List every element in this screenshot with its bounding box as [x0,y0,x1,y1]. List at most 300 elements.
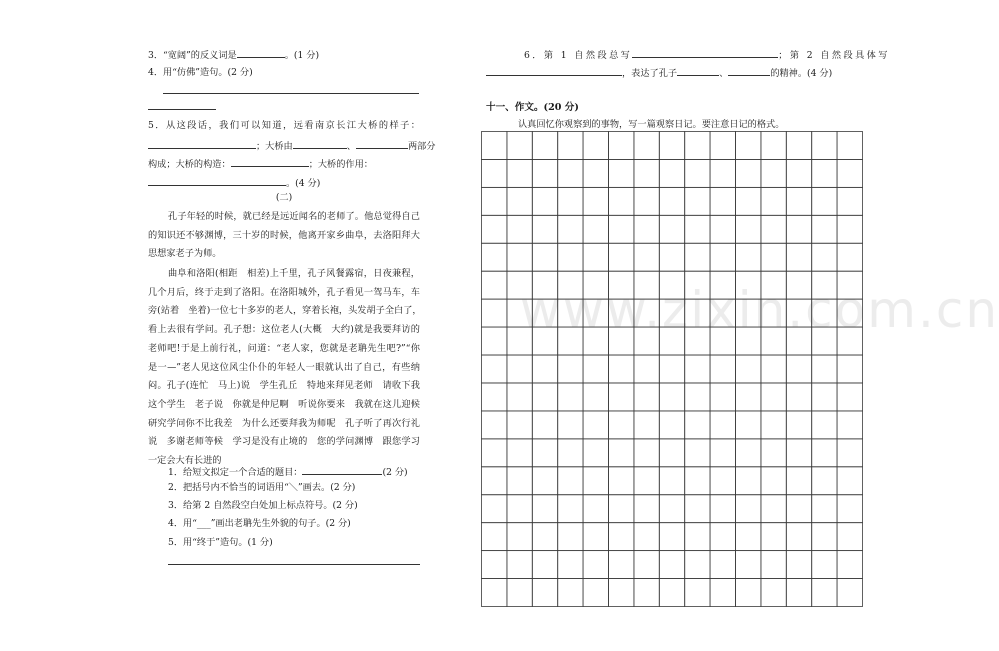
grid-cell[interactable] [761,159,786,187]
grid-cell[interactable] [710,439,735,467]
grid-cell[interactable] [710,187,735,215]
grid-cell[interactable] [532,439,557,467]
question-5-line-2 [148,139,436,151]
grid-cell[interactable] [736,551,761,579]
grid-cell[interactable] [786,159,811,187]
grid-cell[interactable] [609,383,634,411]
grid-cell[interactable] [786,327,811,355]
grid-cell[interactable] [609,271,634,299]
grid-cell[interactable] [507,551,532,579]
question-score: ”画出老聃先生外貌的句子。(2 分) [210,518,351,529]
passage-line: 说 多谢老师等候 学习是没有止境的 您的学问渊博 跟您学习 [148,436,420,448]
grid-cell[interactable] [786,383,811,411]
grid-cell[interactable] [583,523,608,551]
grid-cell[interactable] [659,551,684,579]
grid-cell[interactable] [685,467,710,495]
grid-cell[interactable] [837,439,862,467]
grid-cell[interactable] [507,383,532,411]
grid-cell[interactable] [634,439,659,467]
grid-cell[interactable] [583,383,608,411]
grid-cell[interactable] [837,467,862,495]
grid-cell[interactable] [761,215,786,243]
grid-cell[interactable] [507,467,532,495]
grid-cell[interactable] [837,355,862,383]
grid-cell[interactable] [507,523,532,551]
grid-cell[interactable] [532,299,557,327]
grid-cell[interactable] [837,159,862,187]
grid-cell[interactable] [659,215,684,243]
question-6-line-1 [524,48,890,60]
grid-cell[interactable] [812,243,837,271]
grid-cell[interactable] [710,243,735,271]
grid-cell[interactable] [710,551,735,579]
grid-cell[interactable] [761,327,786,355]
grid-cell[interactable] [812,523,837,551]
grid-cell[interactable] [634,467,659,495]
grid-cell[interactable] [786,439,811,467]
grid-cell[interactable] [837,383,862,411]
answer-blank[interactable] [632,48,778,58]
grid-cell[interactable] [812,467,837,495]
grid-cell[interactable] [532,327,557,355]
question-5-text: 构成；大桥的构造： [148,159,231,170]
grid-cell[interactable] [786,187,811,215]
grid-cell[interactable] [812,383,837,411]
grid-cell[interactable] [609,215,634,243]
grid-cell[interactable] [558,355,583,383]
grid-cell[interactable] [685,355,710,383]
grid-cell[interactable] [786,299,811,327]
grid-cell[interactable] [634,299,659,327]
grid-cell[interactable] [507,243,532,271]
grid-cell[interactable] [685,439,710,467]
grid-cell[interactable] [482,439,507,467]
grid-cell[interactable] [482,383,507,411]
grid-cell[interactable] [634,187,659,215]
grid-cell[interactable] [532,243,557,271]
grid-cell[interactable] [583,411,608,439]
grid-cell[interactable] [837,132,862,160]
grid-cell[interactable] [659,439,684,467]
question-3-score: 。(1 分) [284,50,320,61]
grid-cell[interactable] [482,495,507,523]
grid-cell[interactable] [837,271,862,299]
grid-cell[interactable] [558,579,583,607]
grid-cell[interactable] [609,243,634,271]
grid-cell[interactable] [583,132,608,160]
grid-cell[interactable] [685,243,710,271]
grid-cell[interactable] [786,271,811,299]
grid-cell[interactable] [812,355,837,383]
question-6-text: ，表达了孔子 [622,68,678,79]
grid-cell[interactable] [710,523,735,551]
grid-cell[interactable] [532,271,557,299]
grid-cell[interactable] [634,523,659,551]
grid-cell[interactable] [609,299,634,327]
grid-cell[interactable] [761,495,786,523]
grid-cell[interactable] [786,411,811,439]
grid-cell[interactable] [583,467,608,495]
grid-cell[interactable] [482,327,507,355]
grid-cell[interactable] [736,132,761,160]
grid-cell[interactable] [659,383,684,411]
grid-cell[interactable] [634,383,659,411]
grid-cell[interactable] [736,411,761,439]
grid-cell[interactable] [482,187,507,215]
passage-line: 这个学生 老子说 你就是仲尼啊 听说你要来 我就在这儿迎候 [148,398,420,410]
grid-cell[interactable] [558,187,583,215]
answer-blank[interactable] [302,465,382,475]
grid-cell[interactable] [736,579,761,607]
grid-cell[interactable] [837,579,862,607]
grid-cell[interactable] [482,355,507,383]
grid-cell[interactable] [812,495,837,523]
grid-cell[interactable] [482,132,507,160]
question-5-line-1: 5．从这段话，我们可以知道，远看南京长江大桥的样子： [148,120,420,131]
grid-cell[interactable] [659,159,684,187]
grid-cell[interactable] [761,523,786,551]
grid-cell[interactable] [634,411,659,439]
grid-cell[interactable] [532,467,557,495]
grid-cell[interactable] [812,299,837,327]
grid-cell[interactable] [761,579,786,607]
grid-cell[interactable] [736,271,761,299]
grid-cell[interactable] [583,551,608,579]
passage-line: 孔子年轻的时候，就已经是远近闻名的老师了。他总觉得自己 [168,211,420,222]
grid-cell[interactable] [659,411,684,439]
grid-cell[interactable] [685,299,710,327]
grid-cell[interactable] [685,187,710,215]
grid-cell[interactable] [532,383,557,411]
grid-cell[interactable] [558,132,583,160]
grid-cell[interactable] [532,579,557,607]
passage-question-2: 2．把括号内不恰当的词语用“＼”画去。(2 分) [168,482,356,493]
grid-cell[interactable] [659,579,684,607]
grid-cell[interactable] [482,579,507,607]
grid-cell[interactable] [532,523,557,551]
grid-cell[interactable] [736,523,761,551]
grid-cell[interactable] [532,159,557,187]
grid-cell[interactable] [507,187,532,215]
grid-cell[interactable] [710,132,735,160]
grid-cell[interactable] [482,159,507,187]
grid-cell[interactable] [558,383,583,411]
grid-cell[interactable] [507,439,532,467]
grid-cell[interactable] [558,215,583,243]
grid-cell[interactable] [761,299,786,327]
grid-cell[interactable] [659,355,684,383]
grid-cell[interactable] [609,187,634,215]
grid-cell[interactable] [532,495,557,523]
grid-cell[interactable] [812,551,837,579]
grid-cell[interactable] [532,187,557,215]
grid-cell[interactable] [685,159,710,187]
grid-cell[interactable] [786,523,811,551]
grid-cell[interactable] [736,355,761,383]
grid-cell[interactable] [583,495,608,523]
grid-cell[interactable] [609,355,634,383]
grid-cell[interactable] [482,551,507,579]
grid-cell[interactable] [558,327,583,355]
grid-cell[interactable] [659,187,684,215]
question-text: 4．用“ [168,518,197,529]
grid-cell[interactable] [634,159,659,187]
answer-blank[interactable] [148,176,286,186]
grid-cell[interactable] [583,355,608,383]
grid-cell[interactable] [761,439,786,467]
grid-cell[interactable] [837,551,862,579]
passage-line: 一定会大有长进的 [148,455,222,466]
grid-cell[interactable] [634,355,659,383]
grid-cell[interactable] [507,215,532,243]
question-5-text: 两部分 [407,141,436,152]
grid-cell[interactable] [710,355,735,383]
grid-cell[interactable] [609,159,634,187]
grid-cell[interactable] [558,159,583,187]
grid-cell[interactable] [786,215,811,243]
grid-cell[interactable] [736,439,761,467]
grid-cell[interactable] [685,383,710,411]
answer-blank[interactable] [677,66,719,76]
question-3-text: 3．“宽阔”的反义词是 [148,50,237,61]
essay-instruction: 认真回忆你观察到的事物，写一篇观察日记。要注意日记的格式。 [518,119,785,130]
grid-cell[interactable] [583,243,608,271]
grid-cell[interactable] [558,467,583,495]
grid-cell[interactable] [710,383,735,411]
grid-cell[interactable] [685,579,710,607]
grid-cell[interactable] [786,495,811,523]
grid-cell[interactable] [812,132,837,160]
grid-cell[interactable] [507,411,532,439]
grid-cell[interactable] [837,523,862,551]
grid-cell[interactable] [507,159,532,187]
passage-question-1 [168,465,408,477]
grid-cell[interactable] [609,523,634,551]
passage-line: 几个月后，终于走到了洛阳。在洛阳城外，孔子看见一驾马车，车 [148,286,420,298]
grid-cell[interactable] [482,523,507,551]
grid-cell[interactable] [609,551,634,579]
grid-cell[interactable] [659,495,684,523]
grid-cell[interactable] [812,187,837,215]
grid-cell[interactable] [532,132,557,160]
grid-cell[interactable] [482,299,507,327]
passage-line: 曲阜和洛阳(相距 相差)上千里，孔子风餐露宿，日夜兼程， [168,268,420,279]
grid-cell[interactable] [634,271,659,299]
question-5-line-3 [148,157,373,169]
grid-cell[interactable] [710,215,735,243]
grid-cell[interactable] [558,523,583,551]
grid-cell[interactable] [507,271,532,299]
grid-cell[interactable] [558,495,583,523]
grid-cell[interactable] [761,243,786,271]
grid-cell[interactable] [609,411,634,439]
answer-blank[interactable] [237,48,285,58]
grid-cell[interactable] [558,439,583,467]
grid-cell[interactable] [837,243,862,271]
grid-cell[interactable] [634,551,659,579]
grid-cell[interactable] [786,132,811,160]
answer-blank[interactable] [486,66,622,76]
passage-line: 研究学问你不比我差 为什么还要拜我为师呢 孔子听了再次行礼 [148,417,420,429]
grid-cell[interactable] [685,551,710,579]
grid-cell[interactable] [812,215,837,243]
grid-cell[interactable] [583,271,608,299]
grid-cell[interactable] [532,215,557,243]
grid-cell[interactable] [710,579,735,607]
grid-cell[interactable] [761,383,786,411]
passage-line: 老师吧!于是上前行礼，问道：“老人家，您就是老聃先生吧?”“你 [148,342,420,354]
grid-cell[interactable] [812,327,837,355]
grid-cell[interactable] [507,495,532,523]
grid-cell[interactable] [812,439,837,467]
grid-cell[interactable] [710,159,735,187]
grid-cell[interactable] [837,327,862,355]
grid-cell[interactable] [532,355,557,383]
grid-cell[interactable] [507,355,532,383]
passage-line: 的知识还不够渊博，三十岁的时候，他离开家乡曲阜，去洛阳拜大 [148,229,420,241]
question-5-text: 、 [346,141,356,152]
grid-cell[interactable] [482,411,507,439]
grid-cell[interactable] [659,327,684,355]
grid-cell[interactable] [761,551,786,579]
grid-cell[interactable] [685,523,710,551]
grid-cell[interactable] [507,132,532,160]
grid-cell[interactable] [609,467,634,495]
grid-cell[interactable] [736,187,761,215]
grid-cell[interactable] [736,215,761,243]
grid-cell[interactable] [659,243,684,271]
grid-cell[interactable] [736,159,761,187]
grid-cell[interactable] [507,579,532,607]
grid-cell[interactable] [609,579,634,607]
grid-cell[interactable] [482,467,507,495]
grid-cell[interactable] [837,495,862,523]
grid-cell[interactable] [786,551,811,579]
grid-cell[interactable] [659,467,684,495]
grid-cell[interactable] [710,299,735,327]
grid-cell[interactable] [634,215,659,243]
grid-cell[interactable] [761,132,786,160]
answer-blank[interactable] [356,139,408,149]
grid-cell[interactable] [482,271,507,299]
grid-cell[interactable] [812,271,837,299]
grid-cell[interactable] [837,299,862,327]
question-text: 1．给短文拟定一个合适的题目： [168,467,303,478]
grid-cell[interactable] [583,439,608,467]
grid-cell[interactable] [710,327,735,355]
grid-cell[interactable] [685,495,710,523]
grid-cell[interactable] [736,495,761,523]
grid-cell[interactable] [786,243,811,271]
grid-cell[interactable] [558,243,583,271]
grid-cell[interactable] [736,467,761,495]
grid-cell[interactable] [837,215,862,243]
grid-cell[interactable] [736,383,761,411]
grid-cell[interactable] [710,495,735,523]
grid-cell[interactable] [583,159,608,187]
grid-cell[interactable] [558,299,583,327]
answer-line[interactable] [168,564,420,565]
grid-cell[interactable] [558,411,583,439]
essay-writing-grid[interactable] [481,131,863,607]
grid-cell[interactable] [634,579,659,607]
question-5-text: 。(4 分) [286,178,321,189]
grid-cell[interactable] [634,495,659,523]
grid-cell[interactable] [583,187,608,215]
grid-cell[interactable] [786,355,811,383]
grid-cell[interactable] [634,132,659,160]
grid-cell[interactable] [685,327,710,355]
grid-cell[interactable] [609,439,634,467]
grid-cell[interactable] [609,327,634,355]
grid-cell[interactable] [532,551,557,579]
grid-cell[interactable] [659,271,684,299]
grid-cell[interactable] [736,299,761,327]
grid-cell[interactable] [634,243,659,271]
grid-cell[interactable] [634,327,659,355]
grid-cell[interactable] [482,215,507,243]
grid-cell[interactable] [685,132,710,160]
answer-blank[interactable] [148,139,256,149]
grid-cell[interactable] [736,327,761,355]
grid-cell[interactable] [710,411,735,439]
grid-cell[interactable] [507,299,532,327]
grid-cell[interactable] [507,327,532,355]
passage-question-4 [168,519,351,528]
grid-cell[interactable] [710,271,735,299]
question-6-text: 的精神。(4 分) [770,68,833,79]
grid-cell[interactable] [583,327,608,355]
grid-cell[interactable] [685,411,710,439]
grid-cell[interactable] [583,215,608,243]
grid-cell[interactable] [761,271,786,299]
grid-cell[interactable] [609,132,634,160]
question-score: (2 分) [382,467,408,478]
grid-cell[interactable] [786,579,811,607]
grid-cell[interactable] [583,299,608,327]
grid-cell[interactable] [812,159,837,187]
grid-cell[interactable] [761,467,786,495]
grid-cell[interactable] [685,215,710,243]
grid-cell[interactable] [558,551,583,579]
grid-cell[interactable] [812,411,837,439]
grid-cell[interactable] [710,467,735,495]
answer-blank[interactable] [293,139,347,149]
grid-cell[interactable] [609,495,634,523]
grid-cell[interactable] [761,355,786,383]
grid-cell[interactable] [583,579,608,607]
grid-cell[interactable] [761,411,786,439]
grid-cell[interactable] [659,523,684,551]
grid-cell[interactable] [812,579,837,607]
grid-cell[interactable] [558,271,583,299]
grid-cell[interactable] [482,243,507,271]
grid-cell[interactable] [659,299,684,327]
answer-line[interactable] [148,109,216,110]
grid-cell[interactable] [736,243,761,271]
answer-line[interactable] [163,93,419,94]
question-5-line-4 [148,176,320,188]
grid-cell[interactable] [532,411,557,439]
grid-cell[interactable] [786,467,811,495]
answer-blank[interactable] [231,157,309,167]
grid-cell[interactable] [837,187,862,215]
answer-blank[interactable] [728,66,770,76]
grid-cell[interactable] [837,411,862,439]
grid-cell[interactable] [659,132,684,160]
grid-cell[interactable] [685,271,710,299]
grid-cell[interactable] [761,187,786,215]
